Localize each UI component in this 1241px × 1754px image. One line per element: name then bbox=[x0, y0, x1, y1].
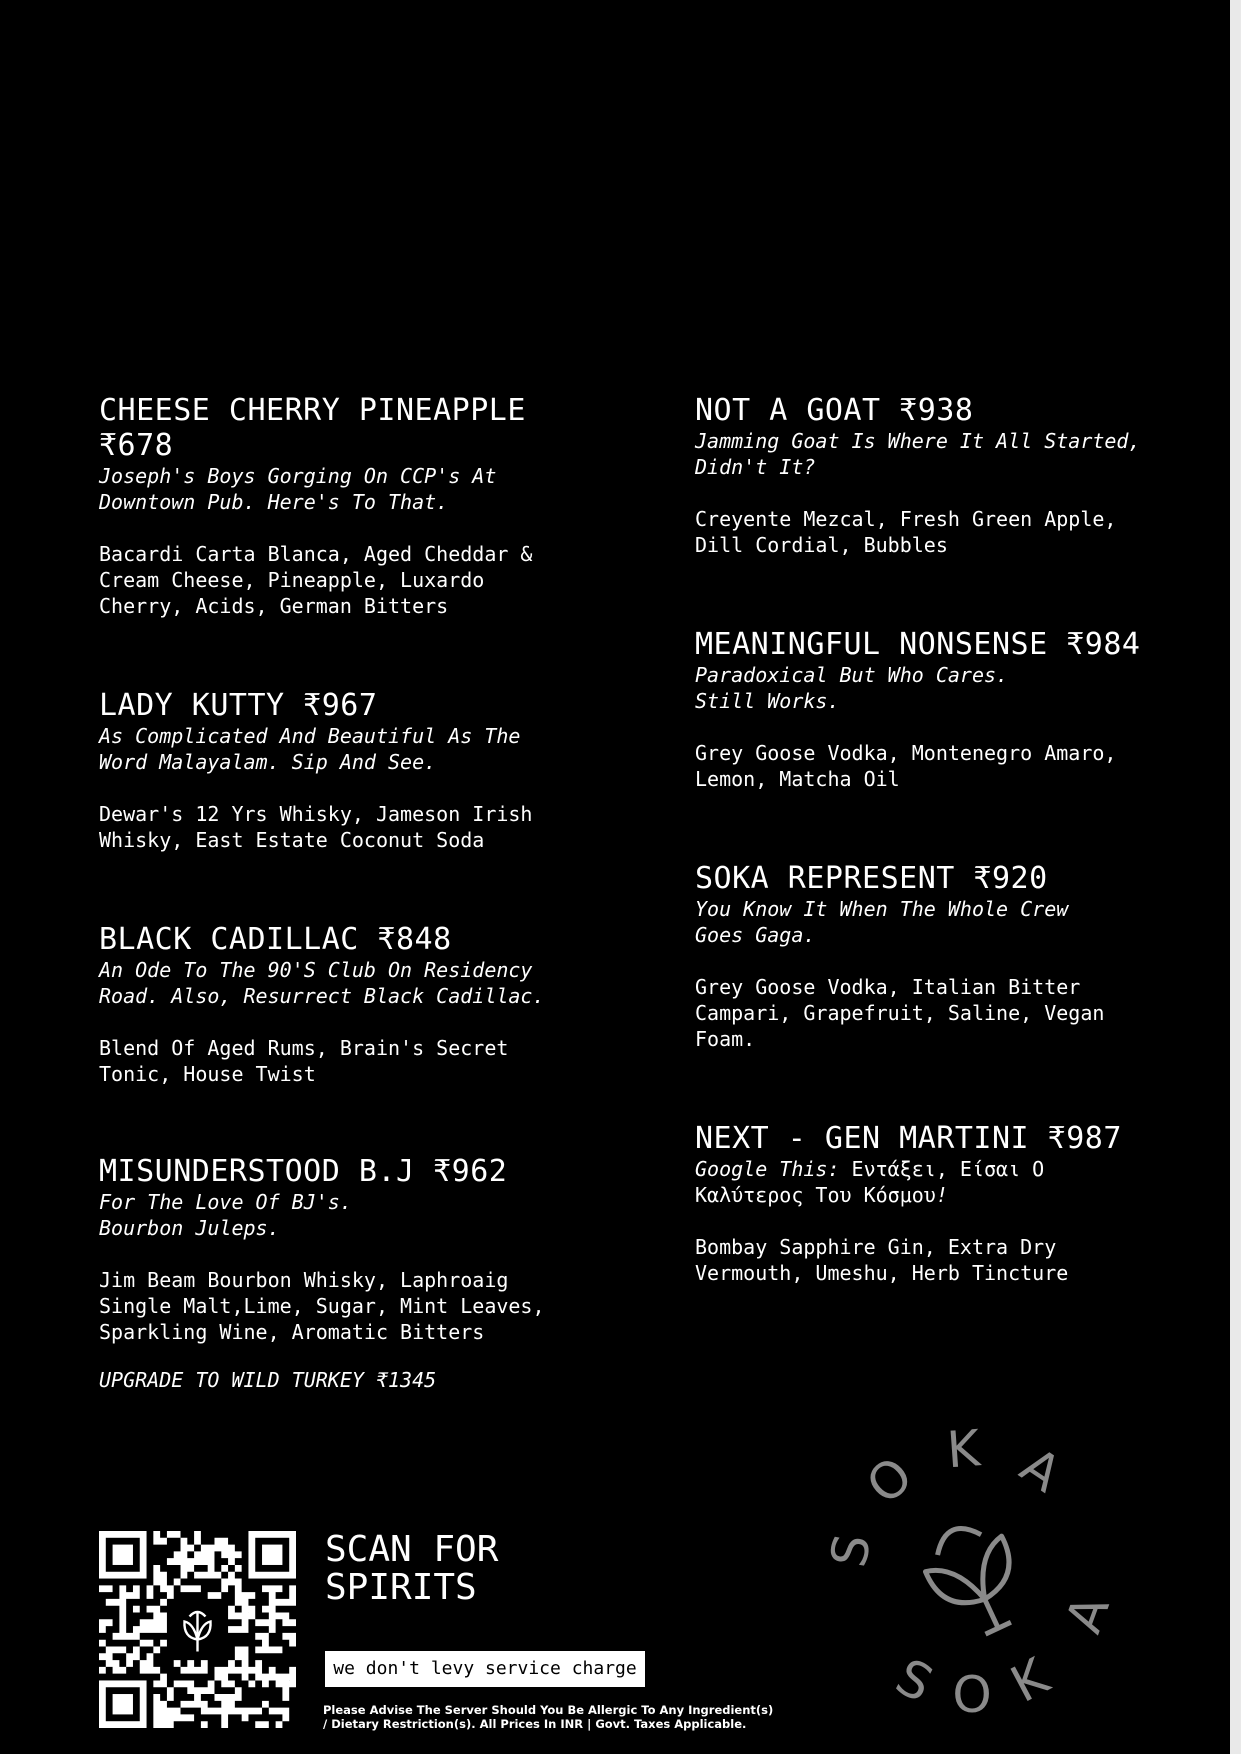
item-tagline: Joseph's Boys Gorging On CCP's At Downtown Pub. Here's To That. bbox=[99, 464, 497, 514]
menu-item bbox=[695, 861, 1195, 1052]
item-tagline: For The Love Of BJ's. Bourbon Juleps. bbox=[99, 1190, 352, 1240]
logo-letter: S bbox=[819, 1529, 883, 1572]
item-title: BLACK CADILLAC ₹848 bbox=[99, 922, 452, 957]
logo-letter: O bbox=[855, 1445, 924, 1516]
item-ingredients: Blend Of Aged Rums, Brain's Secret Tonic, House Twist bbox=[99, 1036, 509, 1086]
menu-item bbox=[695, 393, 1195, 558]
disclaimer-line-2: / Dietary Restriction(s). All Prices In INR | Govt. Taxes Applicable. bbox=[323, 1717, 747, 1731]
logo-letter: A bbox=[1010, 1436, 1072, 1504]
logo-letter: S bbox=[886, 1647, 942, 1714]
item-title: LADY KUTTY ₹967 bbox=[99, 688, 378, 723]
item-tagline: As Complicated And Beautiful As The Word Malayalam. Sip And See. bbox=[99, 724, 521, 774]
leaf-cup-icon bbox=[914, 1513, 1036, 1646]
item-ingredients: Dewar's 12 Yrs Whisky, Jameson Irish Whisky, East Estate Coconut Soda bbox=[99, 802, 533, 852]
item-ingredients: Bacardi Carta Blanca, Aged Cheddar & Cream Cheese, Pineapple, Luxardo Cherry, Acids, German Bitters bbox=[99, 542, 533, 618]
scan-line-2: SPIRITS bbox=[325, 1567, 477, 1608]
item-title: MEANINGFUL NONSENSE ₹984 bbox=[695, 627, 1141, 662]
item-title: CHEESE CHERRY PINEAPPLE ₹678 bbox=[99, 393, 526, 463]
menu-item bbox=[695, 1121, 1195, 1286]
menu-item bbox=[695, 627, 1195, 792]
item-tagline: Paradoxical But Who Cares. Still Works. bbox=[695, 663, 1009, 713]
item-tagline bbox=[695, 1156, 1155, 1208]
scan-line-1: SCAN FOR bbox=[325, 1529, 499, 1570]
soka-logo bbox=[815, 1415, 1130, 1730]
tagline-suffix: ! bbox=[935, 1183, 948, 1207]
qr-finder bbox=[102, 1684, 143, 1725]
item-title: NEXT - GEN MARTINI ₹987 bbox=[695, 1121, 1122, 1156]
menu-item bbox=[99, 1154, 639, 1393]
item-ingredients: Creyente Mezcal, Fresh Green Apple, Dill Cordial, Bubbles bbox=[695, 507, 1117, 557]
logo-letter: K bbox=[1001, 1647, 1058, 1714]
item-ingredients: Jim Beam Bourbon Whisky, Laphroaig Single Malt,Lime, Sugar, Mint Leaves, Sparkling Wine, Aromatic Bitters bbox=[99, 1268, 545, 1344]
item-tagline: An Ode To The 90'S Club On Residency Road. Also, Resurrect Black Cadillac. bbox=[99, 958, 545, 1008]
qr-code[interactable] bbox=[99, 1531, 296, 1728]
item-upgrade: UPGRADE TO WILD TURKEY ₹1345 bbox=[99, 1368, 437, 1392]
item-tagline: You Know It When The Whole Crew Goes Gaga. bbox=[695, 897, 1069, 947]
item-tagline: Jamming Goat Is Where It All Started, Didn't It? bbox=[695, 429, 1141, 479]
menu-item bbox=[99, 393, 639, 619]
disclaimer-line-1: Please Advise The Server Should You Be Allergic To Any Ingredient(s) bbox=[323, 1703, 774, 1717]
qr-finder bbox=[102, 1534, 143, 1575]
item-ingredients: Grey Goose Vodka, Montenegro Amaro, Lemon, Matcha Oil bbox=[695, 741, 1117, 791]
logo-letter: A bbox=[1054, 1588, 1121, 1641]
menu-item bbox=[99, 688, 639, 853]
scan-for-spirits bbox=[325, 1531, 498, 1607]
item-ingredients: Bombay Sapphire Gin, Extra Dry Vermouth, Umeshu, Herb Tincture bbox=[695, 1235, 1069, 1285]
item-ingredients: Grey Goose Vodka, Italian Bitter Campari, Grapefruit, Saline, Vegan Foam. bbox=[695, 975, 1105, 1051]
item-title: SOKA REPRESENT ₹920 bbox=[695, 861, 1048, 896]
allergy-disclaimer bbox=[323, 1703, 793, 1731]
tagline-greek: Εντάξει, Είσαι Ο Καλύτερος Του Κόσμου bbox=[695, 1157, 1045, 1207]
item-title: MISUNDERSTOOD B.J ₹962 bbox=[99, 1154, 508, 1189]
menu-item bbox=[99, 922, 639, 1087]
logo-letter: K bbox=[945, 1419, 982, 1480]
qr-center-leaf-icon bbox=[184, 1612, 210, 1652]
item-title: NOT A GOAT ₹938 bbox=[695, 393, 974, 428]
tagline-prefix: Google This: bbox=[695, 1157, 840, 1181]
qr-finder bbox=[252, 1534, 293, 1575]
logo-letter: O bbox=[952, 1666, 992, 1724]
service-charge-note: we don't levy service charge bbox=[325, 1651, 645, 1687]
